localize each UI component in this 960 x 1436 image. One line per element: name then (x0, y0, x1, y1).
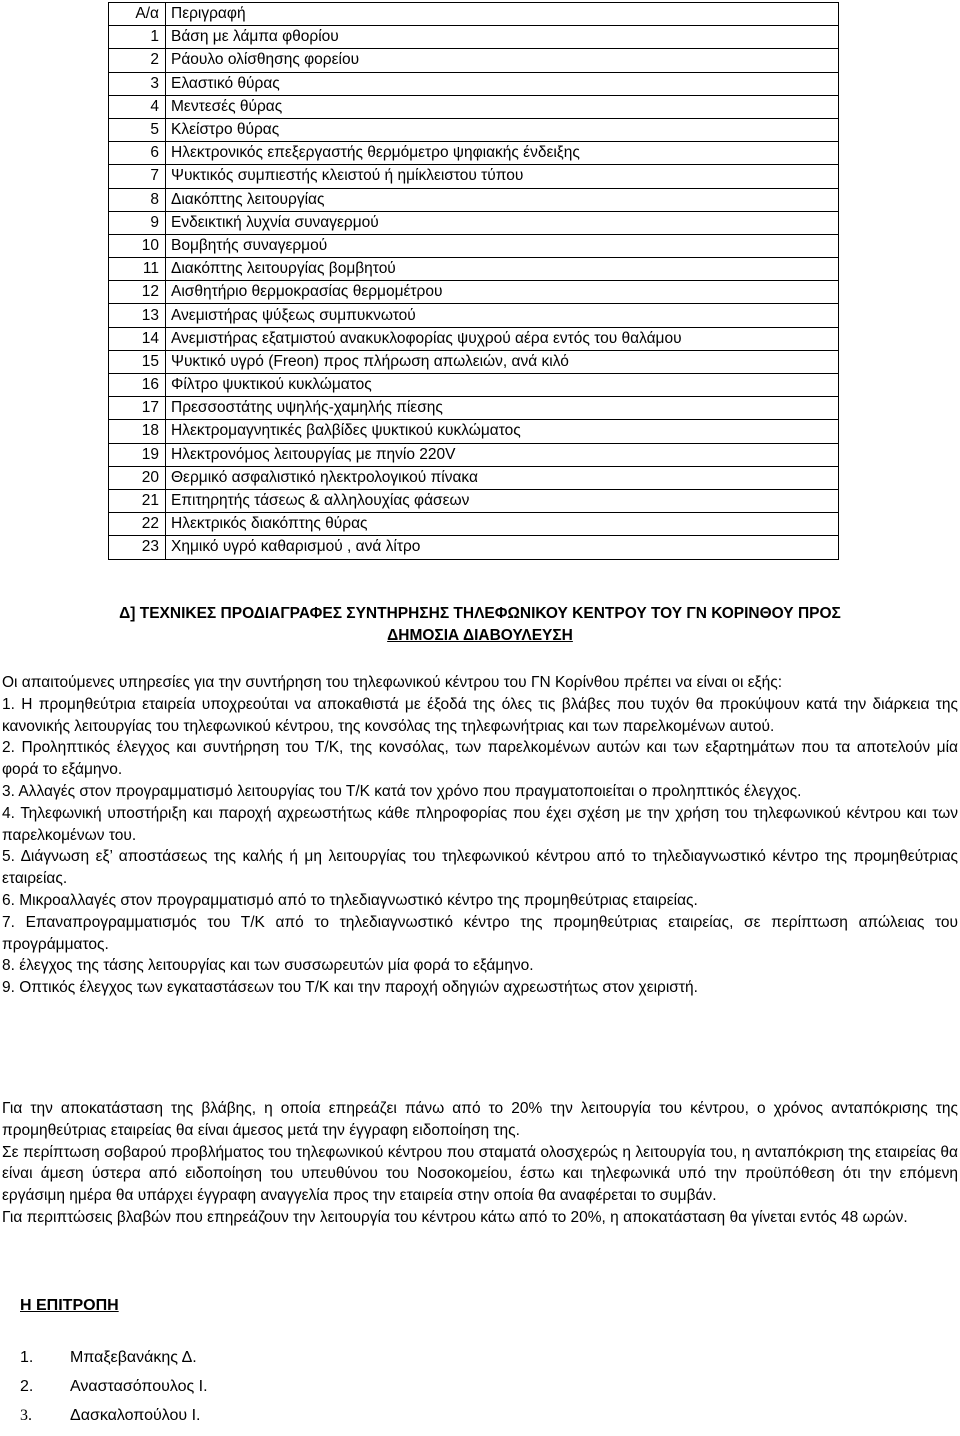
section-body (2, 672, 958, 999)
section-heading (0, 603, 960, 647)
row-number: 15 (109, 350, 166, 373)
row-number: 22 (109, 513, 166, 536)
table-row (109, 118, 839, 141)
row-number: 3 (109, 72, 166, 95)
row-description: Βομβητής συναγερμού (166, 234, 839, 257)
row-number: 18 (109, 420, 166, 443)
requirement-text: Τηλεφωνική υποστήριξη και παροχή αχρεωστήτως κάθε πληροφορίας που έχει σχέση με την χρήση του τηλεφωνικού κέντρου και των παρελκομένων του. (2, 804, 958, 844)
row-number: 2 (109, 49, 166, 72)
closing-paragraphs (2, 1098, 958, 1229)
row-number: 10 (109, 234, 166, 257)
member-number: 3. (20, 1407, 32, 1424)
row-description: Φίλτρο ψυκτικού κυκλώματος (166, 374, 839, 397)
row-number: 1 (109, 26, 166, 49)
closing-paragraph: Σε περίπτωση σοβαρού προβλήματος του τηλεφωνικού κέντρου που σταματά ολοσχερώς η λειτουργία του, η ανταπόκριση της εταιρείας θα είναι άμεση ύστερα από ειδοποίηση του υπευθύνου του Νοσοκομείου, έστω και τηλεφωνικά υπό την προϋπόθεση ότι την επόμενη εργάσιμη ημέρα θα υπάρχει έγγραφη αναγγελία προς την εταιρεία στην οποία θα αναφέρεται το συμβάν. (2, 1143, 958, 1205)
table-row (109, 211, 839, 234)
table-row (109, 536, 839, 559)
requirement-number: 3. (2, 782, 15, 800)
intro-paragraph: Οι απαιτούμενες υπηρεσίες για την συντήρηση του τηλεφωνικού κέντρου του ΓΝ Κορίνθου πρέπει να είναι οι εξής: (2, 674, 783, 691)
closing-paragraph: Για περιπτώσεις βλαβών που επηρεάζουν την λειτουργία του κέντρου κάτω από το 20%, η αποκατάσταση θα γίνεται εντός 48 ωρών. (2, 1208, 908, 1226)
member-name: Δασκαλοπούλου Ι. (70, 1407, 201, 1424)
requirement-text: Μικροαλλαγές στον προγραμματισμό από το τηλεδιαγνωστικό κέντρο της προμηθεύτριας εταιρείας. (19, 891, 698, 909)
requirement-item (2, 890, 958, 912)
table-row (109, 49, 839, 72)
row-description: Ηλεκτρονόμος λειτουργίας με πηνίο 220V (166, 443, 839, 466)
table-row (109, 26, 839, 49)
row-number: 21 (109, 489, 166, 512)
requirement-number: 2. (2, 739, 15, 757)
table-row (109, 95, 839, 118)
row-number: 9 (109, 211, 166, 234)
row-description: Θερμικό ασφαλιστικό ηλεκτρολογικού πίνακα (166, 466, 839, 489)
table-row (109, 281, 839, 304)
member-item (20, 1349, 208, 1378)
requirement-text: Η προμηθεύτρια εταιρεία υποχρεούται να αποκαθιστά με έξοδά της όλες τις βλάβες που τυχόν θα προκύψουν κατά την διάρκεια της κανονικής λειτουργίας του τηλεφωνικού κέντρου, της κονσόλας της τηλεφωνήτριας και των παρελκομένων αυτού. (2, 695, 958, 735)
items-table (108, 2, 839, 560)
row-number: 4 (109, 95, 166, 118)
requirement-item (2, 846, 958, 890)
member-number: 1. (20, 1349, 34, 1366)
table-row (109, 420, 839, 443)
row-description: Ψυκτικός συμπιεστής κλειστού ή ημίκλειστου τύπου (166, 165, 839, 188)
table-row (109, 374, 839, 397)
row-description: Διακόπτης λειτουργίας βομβητού (166, 258, 839, 281)
requirement-text: Προληπτικός έλεγχος και συντήρηση του Τ/Κ, της κονσόλας, των παρελκομένων αυτών και των εξαρτημάτων που τα αποτελούν μία φορά το εξάμηνο. (2, 739, 958, 779)
requirement-text: Επαναπρογραμματισμός του Τ/Κ από το τηλεδιαγνωστικό κέντρο της προμηθεύτριας εταιρείας, σε περίπτωση απώλειας του προγράμματος. (2, 913, 958, 953)
member-item (20, 1378, 208, 1407)
member-number: 2. (20, 1378, 34, 1395)
row-description: Διακόπτης λειτουργίας (166, 188, 839, 211)
row-number: 12 (109, 281, 166, 304)
table-row (109, 489, 839, 512)
row-description: Αισθητήριο θερμοκρασίας θερμομέτρου (166, 281, 839, 304)
requirement-item (2, 912, 958, 956)
row-description: Ενδεικτική λυχνία συναγερμού (166, 211, 839, 234)
committee-title: Η ΕΠΙΤΡΟΠΗ (20, 1297, 119, 1314)
requirement-number: 6. (2, 891, 15, 909)
table-row (109, 165, 839, 188)
row-number: 20 (109, 466, 166, 489)
committee-members (20, 1349, 208, 1436)
row-description: Ψυκτικό υγρό (Freon) προς πλήρωση απωλειών, ανά κιλό (166, 350, 839, 373)
requirement-item (2, 803, 958, 847)
requirement-number: 9. (2, 979, 15, 997)
requirement-number: 5. (2, 848, 15, 866)
closing-paragraph: Για την αποκατάσταση της βλάβης, η οποία επηρεάζει πάνω από το 20% την λειτουργία του κέντρου, ο χρόνος ανταπόκρισης της προμηθεύτριας εταιρείας θα είναι άμεσος μετά την έγγραφη ειδοποίηση της. (2, 1100, 958, 1139)
table-header-row (109, 3, 839, 26)
table-row (109, 327, 839, 350)
requirement-item (2, 781, 958, 803)
row-number: 11 (109, 258, 166, 281)
row-number: 23 (109, 536, 166, 559)
table-row (109, 234, 839, 257)
row-number: 17 (109, 397, 166, 420)
requirement-number: 8. (2, 957, 15, 975)
row-number: 5 (109, 118, 166, 141)
row-description: Πρεσσοστάτης υψηλής-χαμηλής πίεσης (166, 397, 839, 420)
row-description: Χημικό υγρό καθαρισμού , ανά λίτρο (166, 536, 839, 559)
requirement-text: Διάγνωση εξ’ αποστάσεως της καλής ή μη λειτουργίας του τηλεφωνικού κέντρου από το τηλεδιαγνωστικό κέντρο της προμηθεύτριας εταιρείας. (2, 848, 958, 888)
row-description: Ελαστικό θύρας (166, 72, 839, 95)
row-description: Κλείστρο θύρας (166, 118, 839, 141)
requirement-item (2, 694, 958, 738)
section-title-line2: ΔΗΜΟΣΙΑ ΔΙΑΒΟΥΛΕΥΣΗ (387, 627, 573, 644)
member-name: Μπαξεβανάκης Δ. (70, 1349, 197, 1366)
member-name: Αναστασόπουλος Ι. (70, 1378, 208, 1395)
table-row (109, 142, 839, 165)
table-row (109, 466, 839, 489)
row-number: 6 (109, 142, 166, 165)
section-title-line1: Δ] ΤΕΧΝΙΚΕΣ ΠΡΟΔΙΑΓΡΑΦΕΣ ΣΥΝΤΗΡΗΣΗΣ ΤΗΛΕΦΩΝΙΚΟΥ ΚΕΝΤΡΟΥ ΤΟΥ ΓΝ ΚΟΡΙΝΘΟΥ ΠΡΟΣ (119, 605, 841, 622)
row-description: Επιτηρητής τάσεως & αλληλουχίας φάσεων (166, 489, 839, 512)
requirement-item (2, 955, 958, 977)
row-description: Ηλεκτρονικός επεξεργαστής θερμόμετρο ψηφιακής ένδειξης (166, 142, 839, 165)
header-desc: Περιγραφή (166, 3, 839, 26)
table-row (109, 72, 839, 95)
table-row (109, 443, 839, 466)
requirements-list (2, 694, 958, 999)
row-number: 14 (109, 327, 166, 350)
table-row (109, 258, 839, 281)
row-description: Ηλεκτρικός διακόπτης θύρας (166, 513, 839, 536)
requirement-number: 7. (2, 913, 15, 931)
row-description: Μεντεσές θύρας (166, 95, 839, 118)
row-description: Βάση με λάμπα φθορίου (166, 26, 839, 49)
table-row (109, 513, 839, 536)
row-number: 7 (109, 165, 166, 188)
member-item (20, 1407, 208, 1436)
row-description: Ράουλο ολίσθησης φορείου (166, 49, 839, 72)
requirement-text: Αλλαγές στον προγραμματισμό λειτουργίας του Τ/Κ κατά τον χρόνο που πραγματοποιείται ο προληπτικός έλεγχος. (18, 782, 802, 800)
requirement-number: 4. (2, 804, 15, 822)
table-row (109, 350, 839, 373)
row-number: 19 (109, 443, 166, 466)
requirement-item (2, 737, 958, 781)
table-row (109, 397, 839, 420)
row-description: Ηλεκτρομαγνητικές βαλβίδες ψυκτικού κυκλώματος (166, 420, 839, 443)
requirement-number: 1. (2, 695, 15, 713)
row-number: 16 (109, 374, 166, 397)
row-number: 8 (109, 188, 166, 211)
row-description: Ανεμιστήρας εξατμιστού ανακυκλοφορίας ψυχρού αέρα εντός του θαλάμου (166, 327, 839, 350)
row-description: Ανεμιστήρας ψύξεως συμπυκνωτού (166, 304, 839, 327)
table-row (109, 304, 839, 327)
requirement-item (2, 977, 958, 999)
requirement-text: έλεγχος της τάσης λειτουργίας και των συσσωρευτών μία φορά το εξάμηνο. (19, 957, 534, 975)
row-number: 13 (109, 304, 166, 327)
table-row (109, 188, 839, 211)
header-no: Α/α (109, 3, 166, 26)
requirement-text: Οπτικός έλεγχος των εγκαταστάσεων του Τ/Κ και την παροχή οδηγιών αχρεωστήτως στον χειριστή. (19, 979, 698, 997)
